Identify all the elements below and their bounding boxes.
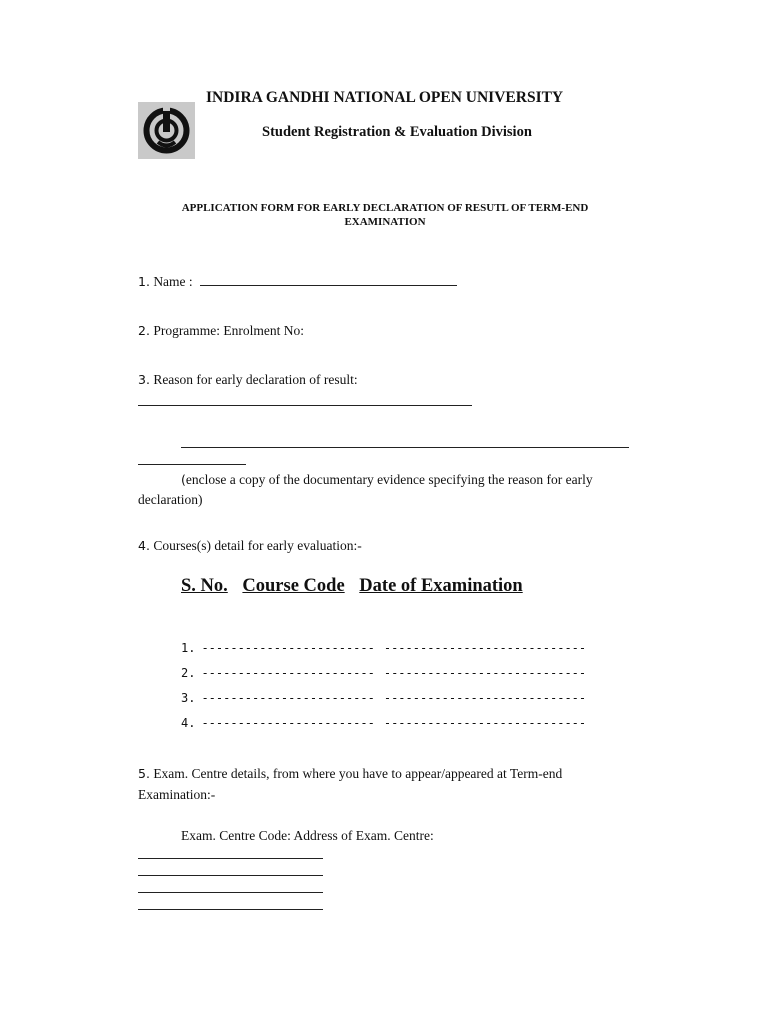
name-field <box>138 274 457 290</box>
course-row[interactable]: 3. ------------------------ ---------------------------- <box>181 691 587 705</box>
course-row[interactable]: 1. ------------------------ ---------------------------- <box>181 641 587 655</box>
question-number: 4. <box>138 538 150 553</box>
programme-field <box>138 323 304 339</box>
reason-note-continued: declaration) <box>138 492 203 507</box>
centre-input-line[interactable] <box>138 892 323 893</box>
column-course-code: Course Code <box>242 576 345 596</box>
column-date: Date of Examination <box>359 576 523 596</box>
reason-input-line[interactable] <box>181 447 629 448</box>
centre-code-label: Exam. Centre Code: Address of Exam. Centre: <box>181 828 434 843</box>
centre-input-line[interactable] <box>138 858 323 859</box>
form-title: APPLICATION FORM FOR EARLY DECLARATION OF RESUTL OF TERM-END EXAMINATION <box>181 202 589 228</box>
reason-note: (enclose a copy of the documentary evidence specifying the reason for early <box>181 472 593 487</box>
question-number: 3. <box>138 372 150 387</box>
division-title: Student Registration & Evaluation Division <box>262 124 532 140</box>
question-number: 5. <box>138 766 150 781</box>
course-row[interactable]: 2. ------------------------ ---------------------------- <box>181 666 587 680</box>
reason-label: Reason for early declaration of result: <box>153 372 358 387</box>
ignou-logo-icon <box>138 102 195 159</box>
university-title: INDIRA GANDHI NATIONAL OPEN UNIVERSITY <box>206 89 564 106</box>
exam-centre-label-continued: Examination:- <box>138 787 216 802</box>
reason-input-line[interactable] <box>138 405 472 406</box>
name-label: Name : <box>153 274 193 289</box>
reason-input-line[interactable] <box>138 464 246 465</box>
courses-label: Courses(s) detail for early evaluation:- <box>153 538 362 553</box>
question-number: 2. <box>138 323 150 338</box>
course-row[interactable]: 4. ------------------------ ---------------------------- <box>181 716 587 730</box>
courses-field <box>138 538 362 554</box>
reason-field <box>138 372 358 388</box>
name-input-line[interactable] <box>200 284 457 286</box>
programme-label: Programme: Enrolment No: <box>153 323 305 338</box>
centre-input-line[interactable] <box>138 875 323 876</box>
centre-input-line[interactable] <box>138 909 323 910</box>
exam-centre-label: Exam. Centre details, from where you have to appear/appeared at Term-end <box>153 766 563 781</box>
question-number: 1. <box>138 274 150 289</box>
exam-centre-field <box>138 766 562 782</box>
courses-table-header <box>181 576 533 597</box>
column-sno: S. No. <box>181 576 228 596</box>
